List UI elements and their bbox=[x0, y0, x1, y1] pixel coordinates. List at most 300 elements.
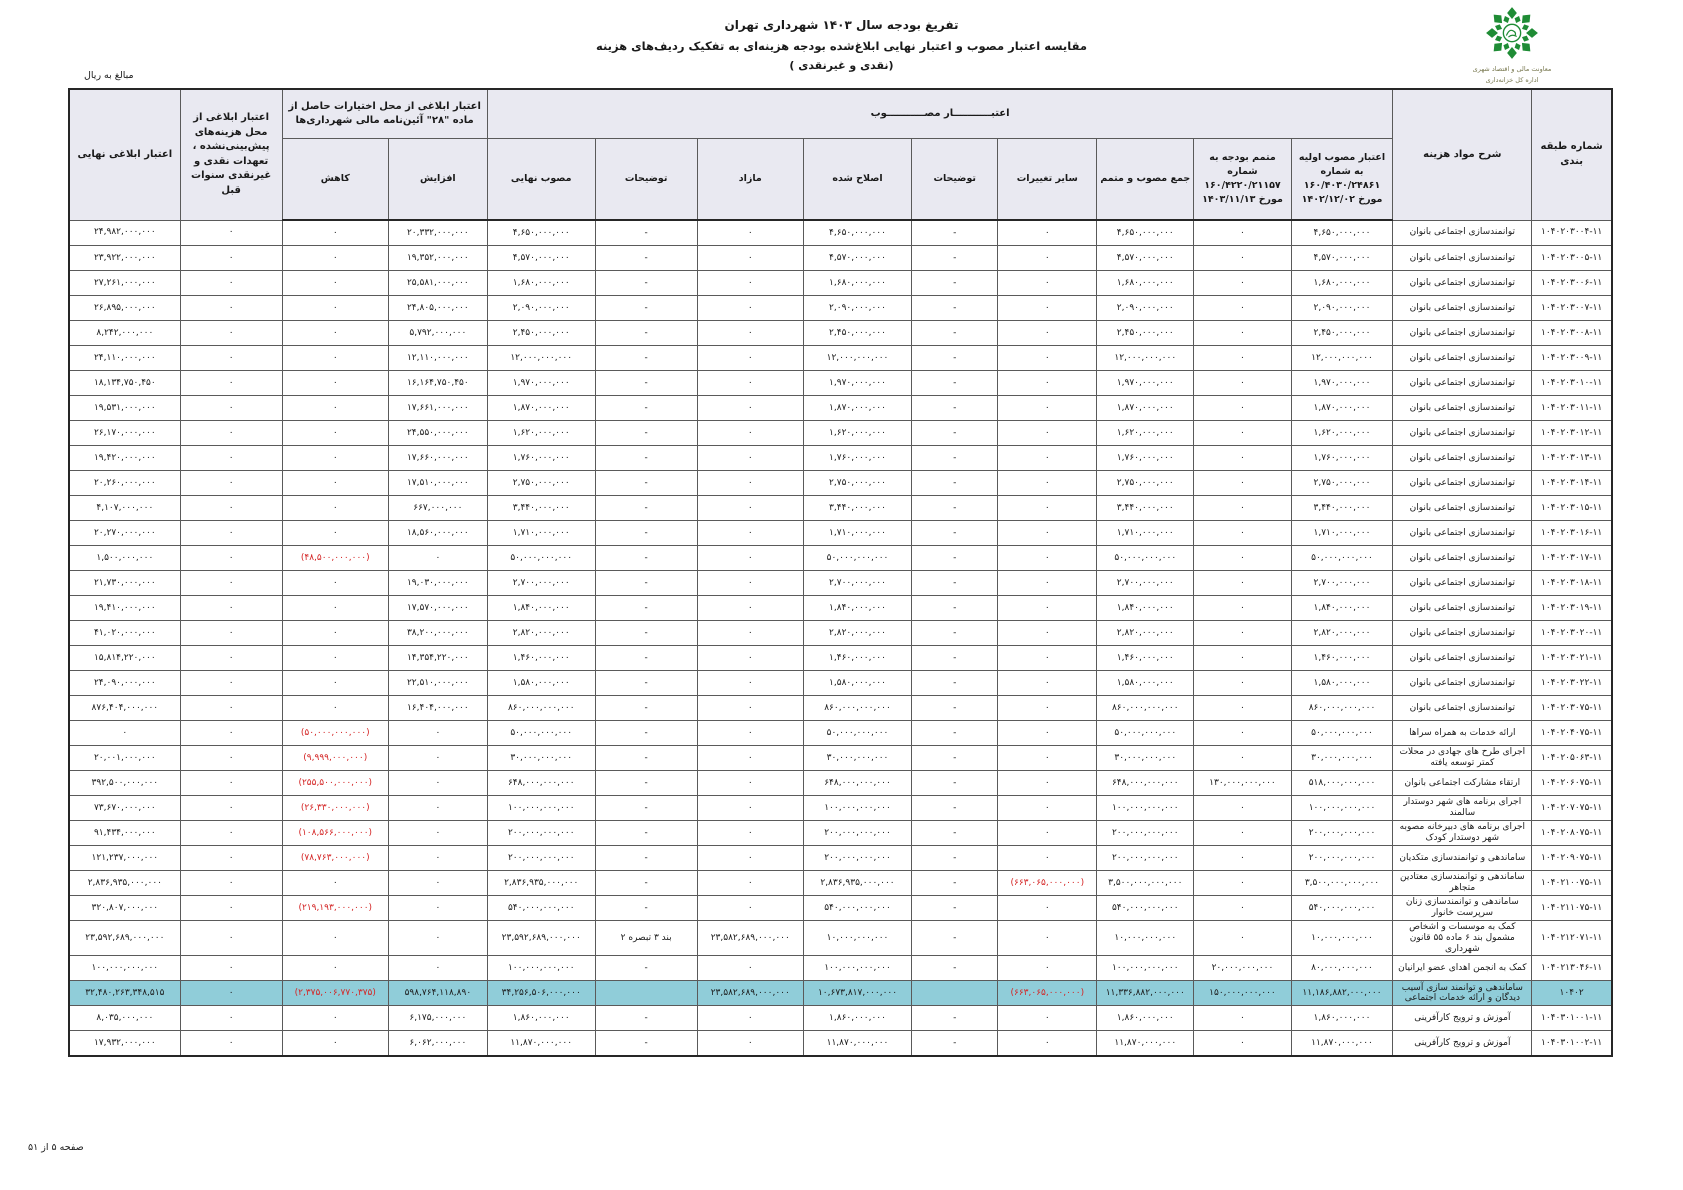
cell-other_changes: ۰ bbox=[998, 696, 1097, 721]
cell-final_approved: ۲۰۰,۰۰۰,۰۰۰,۰۰۰ bbox=[487, 846, 595, 871]
cell-final_approved: ۱,۵۸۰,۰۰۰,۰۰۰ bbox=[487, 671, 595, 696]
cell-increase: ۰ bbox=[388, 896, 487, 921]
cell-increase: ۶,۱۷۵,۰۰۰,۰۰۰ bbox=[388, 1006, 487, 1031]
cell-notes_a bbox=[912, 981, 998, 1006]
cell-amended: ۱,۴۶۰,۰۰۰,۰۰۰ bbox=[804, 646, 912, 671]
cell-surplus: ۰ bbox=[697, 896, 803, 921]
cell-unforeseen: ۰ bbox=[180, 621, 282, 646]
cell-other_changes: ۰ bbox=[998, 546, 1097, 571]
cell-decrease: ۰ bbox=[282, 696, 388, 721]
cell-unforeseen: ۰ bbox=[180, 646, 282, 671]
cell-unforeseen: ۰ bbox=[180, 246, 282, 271]
cell-other_changes: ۰ bbox=[998, 621, 1097, 646]
cell-notes_a: - bbox=[912, 696, 998, 721]
cell-other_changes: ۰ bbox=[998, 296, 1097, 321]
cell-other_changes: ۰ bbox=[998, 521, 1097, 546]
cell-other_changes: ۰ bbox=[998, 1031, 1097, 1057]
cell-notes_b: - bbox=[595, 1031, 697, 1057]
cell-final_allocated: ۰ bbox=[69, 721, 180, 746]
cell-desc: اجرای طرح های جهادی در محلات کمتر توسعه یافته bbox=[1393, 746, 1532, 771]
cell-initial: ۱۲,۰۰۰,۰۰۰,۰۰۰ bbox=[1291, 346, 1393, 371]
cell-final_approved: ۲,۷۵۰,۰۰۰,۰۰۰ bbox=[487, 471, 595, 496]
cell-final_allocated: ۱۵,۸۱۴,۲۲۰,۰۰۰ bbox=[69, 646, 180, 671]
cell-initial: ۸۰,۰۰۰,۰۰۰,۰۰۰ bbox=[1291, 956, 1393, 981]
cell-notes_a: - bbox=[912, 496, 998, 521]
cell-final_approved: ۲۳,۵۹۲,۶۸۹,۰۰۰,۰۰۰ bbox=[487, 921, 595, 956]
cell-code: ۱۰۴۰۲۰۳۰۱۳-۱۱ bbox=[1532, 446, 1612, 471]
cell-surplus: ۰ bbox=[697, 621, 803, 646]
cell-unforeseen: ۰ bbox=[180, 871, 282, 896]
cell-total: ۱,۸۴۰,۰۰۰,۰۰۰ bbox=[1097, 596, 1194, 621]
cell-amended: ۱۰۰,۰۰۰,۰۰۰,۰۰۰ bbox=[804, 796, 912, 821]
cell-amended: ۲,۷۰۰,۰۰۰,۰۰۰ bbox=[804, 571, 912, 596]
cell-notes_a: - bbox=[912, 921, 998, 956]
cell-code: ۱۰۴۰۲۰۳۰۲۰-۱۱ bbox=[1532, 621, 1612, 646]
col-header-notes-b: توضیحات bbox=[595, 139, 697, 221]
cell-code: ۱۰۴۰۲۰۴۰۷۵-۱۱ bbox=[1532, 721, 1612, 746]
cell-unforeseen: ۰ bbox=[180, 546, 282, 571]
cell-supplement: ۰ bbox=[1194, 346, 1291, 371]
cell-final_approved: ۳,۴۴۰,۰۰۰,۰۰۰ bbox=[487, 496, 595, 521]
cell-notes_a: - bbox=[912, 1006, 998, 1031]
cell-surplus: ۰ bbox=[697, 646, 803, 671]
cell-decrease: ۰ bbox=[282, 646, 388, 671]
cell-desc: توانمندسازی اجتماعی بانوان bbox=[1393, 396, 1532, 421]
cell-final_allocated: ۱۸,۱۳۴,۷۵۰,۴۵۰ bbox=[69, 371, 180, 396]
cell-desc: ساماندهی و توانمندسازی متکدیان bbox=[1393, 846, 1532, 871]
cell-desc: ارتقاء مشارکت اجتماعی بانوان bbox=[1393, 771, 1532, 796]
budget-table-wrap bbox=[68, 88, 1613, 1057]
cell-increase: ۱۹,۳۵۲,۰۰۰,۰۰۰ bbox=[388, 246, 487, 271]
table-row bbox=[69, 321, 1612, 346]
table-row bbox=[69, 371, 1612, 396]
cell-notes_a: - bbox=[912, 271, 998, 296]
cell-decrease: (۵۰,۰۰۰,۰۰۰,۰۰۰) bbox=[282, 721, 388, 746]
col-header-decrease: کاهش bbox=[282, 139, 388, 221]
cell-notes_a: - bbox=[912, 421, 998, 446]
cell-final_allocated: ۸,۰۳۵,۰۰۰,۰۰۰ bbox=[69, 1006, 180, 1031]
cell-surplus: ۰ bbox=[697, 296, 803, 321]
cell-notes_a: - bbox=[912, 721, 998, 746]
cell-code: ۱۰۴۰۲ bbox=[1532, 981, 1612, 1006]
cell-initial: ۴,۵۷۰,۰۰۰,۰۰۰ bbox=[1291, 246, 1393, 271]
cell-notes_a: - bbox=[912, 371, 998, 396]
cell-surplus: ۰ bbox=[697, 246, 803, 271]
cell-final_approved: ۵۴۰,۰۰۰,۰۰۰,۰۰۰ bbox=[487, 896, 595, 921]
cell-surplus: ۰ bbox=[697, 546, 803, 571]
cell-increase: ۰ bbox=[388, 546, 487, 571]
cell-total: ۱۱,۸۷۰,۰۰۰,۰۰۰ bbox=[1097, 1031, 1194, 1057]
cell-other_changes: (۶۶۳,۰۶۵,۰۰۰,۰۰۰) bbox=[998, 981, 1097, 1006]
cell-surplus: ۰ bbox=[697, 321, 803, 346]
cell-initial: ۲,۴۵۰,۰۰۰,۰۰۰ bbox=[1291, 321, 1393, 346]
cell-increase: ۵,۷۹۲,۰۰۰,۰۰۰ bbox=[388, 321, 487, 346]
cell-surplus: ۰ bbox=[697, 696, 803, 721]
cell-amended: ۱,۸۴۰,۰۰۰,۰۰۰ bbox=[804, 596, 912, 621]
cell-surplus: ۰ bbox=[697, 1006, 803, 1031]
cell-desc: توانمندسازی اجتماعی بانوان bbox=[1393, 271, 1532, 296]
cell-decrease: (۹,۹۹۹,۰۰۰,۰۰۰) bbox=[282, 746, 388, 771]
cell-supplement: ۰ bbox=[1194, 546, 1291, 571]
cell-notes_a: - bbox=[912, 771, 998, 796]
cell-other_changes: ۰ bbox=[998, 471, 1097, 496]
cell-surplus: ۰ bbox=[697, 821, 803, 846]
cell-decrease: ۰ bbox=[282, 220, 388, 246]
cell-code: ۱۰۴۰۲۱۲۰۷۱-۱۱ bbox=[1532, 921, 1612, 956]
cell-notes_b: - bbox=[595, 871, 697, 896]
logo-caption-2: اداره کل خزانه‌داری bbox=[1485, 75, 1539, 84]
cell-notes_a: - bbox=[912, 671, 998, 696]
cell-notes_a: - bbox=[912, 796, 998, 821]
cell-initial: ۱,۷۱۰,۰۰۰,۰۰۰ bbox=[1291, 521, 1393, 546]
cell-final_allocated: ۱۹,۴۱۰,۰۰۰,۰۰۰ bbox=[69, 596, 180, 621]
cell-initial: ۲۰۰,۰۰۰,۰۰۰,۰۰۰ bbox=[1291, 821, 1393, 846]
table-row bbox=[69, 521, 1612, 546]
cell-final_approved: ۱,۴۶۰,۰۰۰,۰۰۰ bbox=[487, 646, 595, 671]
cell-decrease: (۲۶,۳۳۰,۰۰۰,۰۰۰) bbox=[282, 796, 388, 821]
table-row bbox=[69, 696, 1612, 721]
cell-final_approved: ۱,۶۸۰,۰۰۰,۰۰۰ bbox=[487, 271, 595, 296]
cell-surplus: ۰ bbox=[697, 746, 803, 771]
cell-desc: ارائه خدمات به همراه سراها bbox=[1393, 721, 1532, 746]
cell-unforeseen: ۰ bbox=[180, 921, 282, 956]
col-header-increase: افزایش bbox=[388, 139, 487, 221]
cell-increase: ۱۶,۴۰۴,۰۰۰,۰۰۰ bbox=[388, 696, 487, 721]
cell-increase: ۱۷,۵۷۰,۰۰۰,۰۰۰ bbox=[388, 596, 487, 621]
cell-decrease: ۰ bbox=[282, 921, 388, 956]
cell-notes_a: - bbox=[912, 220, 998, 246]
cell-unforeseen: ۰ bbox=[180, 796, 282, 821]
cell-supplement: ۰ bbox=[1194, 696, 1291, 721]
cell-initial: ۱,۷۶۰,۰۰۰,۰۰۰ bbox=[1291, 446, 1393, 471]
cell-unforeseen: ۰ bbox=[180, 296, 282, 321]
cell-other_changes: ۰ bbox=[998, 321, 1097, 346]
cell-amended: ۱۱,۸۷۰,۰۰۰,۰۰۰ bbox=[804, 1031, 912, 1057]
cell-unforeseen: ۰ bbox=[180, 956, 282, 981]
cell-notes_a: - bbox=[912, 446, 998, 471]
cell-notes_b: - bbox=[595, 771, 697, 796]
cell-desc: توانمندسازی اجتماعی بانوان bbox=[1393, 421, 1532, 446]
cell-notes_b: - bbox=[595, 596, 697, 621]
cell-code: ۱۰۴۰۲۰۳۰۷۵-۱۱ bbox=[1532, 696, 1612, 721]
cell-unforeseen: ۰ bbox=[180, 1031, 282, 1057]
cell-other_changes: ۰ bbox=[998, 271, 1097, 296]
cell-notes_b: - bbox=[595, 421, 697, 446]
cell-final_allocated: ۱,۵۰۰,۰۰۰,۰۰۰ bbox=[69, 546, 180, 571]
cell-other_changes: ۰ bbox=[998, 771, 1097, 796]
cell-decrease: (۱۰۸,۵۶۶,۰۰۰,۰۰۰) bbox=[282, 821, 388, 846]
cell-decrease: ۰ bbox=[282, 471, 388, 496]
table-row bbox=[69, 396, 1612, 421]
cell-total: ۲,۷۰۰,۰۰۰,۰۰۰ bbox=[1097, 571, 1194, 596]
cell-supplement: ۰ bbox=[1194, 621, 1291, 646]
cell-code: ۱۰۴۰۳۰۱۰۰۲-۱۱ bbox=[1532, 1031, 1612, 1057]
cell-other_changes: ۰ bbox=[998, 396, 1097, 421]
cell-notes_a: - bbox=[912, 296, 998, 321]
table-row bbox=[69, 496, 1612, 521]
cell-unforeseen: ۰ bbox=[180, 471, 282, 496]
cell-decrease: ۰ bbox=[282, 1006, 388, 1031]
cell-amended: ۱,۸۷۰,۰۰۰,۰۰۰ bbox=[804, 396, 912, 421]
cell-increase: ۰ bbox=[388, 821, 487, 846]
cell-increase: ۰ bbox=[388, 871, 487, 896]
cell-final_approved: ۲,۷۰۰,۰۰۰,۰۰۰ bbox=[487, 571, 595, 596]
cell-other_changes: ۰ bbox=[998, 421, 1097, 446]
cell-amended: ۱,۷۱۰,۰۰۰,۰۰۰ bbox=[804, 521, 912, 546]
cell-final_allocated: ۲۶,۸۹۵,۰۰۰,۰۰۰ bbox=[69, 296, 180, 321]
cell-increase: ۲۲,۵۱۰,۰۰۰,۰۰۰ bbox=[388, 671, 487, 696]
cell-final_allocated: ۱۷,۹۳۲,۰۰۰,۰۰۰ bbox=[69, 1031, 180, 1057]
budget-comparison-table bbox=[68, 88, 1613, 1057]
cell-amended: ۱,۶۲۰,۰۰۰,۰۰۰ bbox=[804, 421, 912, 446]
cell-desc: توانمندسازی اجتماعی بانوان bbox=[1393, 496, 1532, 521]
cell-surplus: ۲۳,۵۸۲,۶۸۹,۰۰۰,۰۰۰ bbox=[697, 921, 803, 956]
cell-amended: ۳,۴۴۰,۰۰۰,۰۰۰ bbox=[804, 496, 912, 521]
cell-initial: ۳,۴۴۰,۰۰۰,۰۰۰ bbox=[1291, 496, 1393, 521]
cell-code: ۱۰۴۰۲۰۳۰۱۱-۱۱ bbox=[1532, 396, 1612, 421]
table-row bbox=[69, 921, 1612, 956]
cell-amended: ۴,۶۵۰,۰۰۰,۰۰۰ bbox=[804, 220, 912, 246]
cell-notes_b: - bbox=[595, 446, 697, 471]
cell-supplement: ۰ bbox=[1194, 571, 1291, 596]
table-row bbox=[69, 671, 1612, 696]
col-header-expense-description: شرح مواد هزینه bbox=[1393, 89, 1532, 220]
cell-other_changes: ۰ bbox=[998, 746, 1097, 771]
cell-supplement: ۰ bbox=[1194, 220, 1291, 246]
cell-initial: ۵۰,۰۰۰,۰۰۰,۰۰۰ bbox=[1291, 546, 1393, 571]
table-row bbox=[69, 220, 1612, 246]
cell-notes_a: - bbox=[912, 246, 998, 271]
cell-total: ۲,۸۲۰,۰۰۰,۰۰۰ bbox=[1097, 621, 1194, 646]
cell-notes_a: - bbox=[912, 521, 998, 546]
cell-supplement: ۰ bbox=[1194, 896, 1291, 921]
cell-initial: ۵۰,۰۰۰,۰۰۰,۰۰۰ bbox=[1291, 721, 1393, 746]
cell-initial: ۱۱,۱۸۶,۸۸۲,۰۰۰,۰۰۰ bbox=[1291, 981, 1393, 1006]
cell-total: ۱۰۰,۰۰۰,۰۰۰,۰۰۰ bbox=[1097, 796, 1194, 821]
col-header-final-allocated-credit: اعتبار ابلاغی نهایی bbox=[69, 89, 180, 220]
cell-increase: ۰ bbox=[388, 796, 487, 821]
page-number-indicator: صفحه ۵ از ۵۱ bbox=[28, 1142, 84, 1153]
cell-final_approved: ۲,۴۵۰,۰۰۰,۰۰۰ bbox=[487, 321, 595, 346]
cell-final_approved: ۱۲,۰۰۰,۰۰۰,۰۰۰ bbox=[487, 346, 595, 371]
cell-amended: ۵۴۰,۰۰۰,۰۰۰,۰۰۰ bbox=[804, 896, 912, 921]
cell-total: ۵۰,۰۰۰,۰۰۰,۰۰۰ bbox=[1097, 546, 1194, 571]
cell-desc: ساماندهی و توانمندسازی زنان سرپرست خانوار bbox=[1393, 896, 1532, 921]
cell-unforeseen: ۰ bbox=[180, 771, 282, 796]
cell-increase: ۱۷,۵۱۰,۰۰۰,۰۰۰ bbox=[388, 471, 487, 496]
cell-surplus: ۰ bbox=[697, 521, 803, 546]
group-header-approved-credit: اعتبـــــــــــار مصـــــــــــوب bbox=[487, 89, 1393, 139]
cell-amended: ۳۰,۰۰۰,۰۰۰,۰۰۰ bbox=[804, 746, 912, 771]
table-row bbox=[69, 246, 1612, 271]
cell-decrease: ۰ bbox=[282, 956, 388, 981]
cell-code: ۱۰۴۰۲۰۳۰۱۲-۱۱ bbox=[1532, 421, 1612, 446]
table-row bbox=[69, 796, 1612, 821]
cell-supplement: ۰ bbox=[1194, 1031, 1291, 1057]
cell-increase: ۶۶۷,۰۰۰,۰۰۰ bbox=[388, 496, 487, 521]
cell-increase: ۰ bbox=[388, 746, 487, 771]
cell-decrease: (۲۵۵,۵۰۰,۰۰۰,۰۰۰) bbox=[282, 771, 388, 796]
cell-desc: توانمندسازی اجتماعی بانوان bbox=[1393, 321, 1532, 346]
cell-supplement: ۱۳۰,۰۰۰,۰۰۰,۰۰۰ bbox=[1194, 771, 1291, 796]
cell-final_allocated: ۳۹۲,۵۰۰,۰۰۰,۰۰۰ bbox=[69, 771, 180, 796]
cell-initial: ۱,۶۸۰,۰۰۰,۰۰۰ bbox=[1291, 271, 1393, 296]
document-title: تفریغ بودجه سال ۱۴۰۳ شهرداری تهران bbox=[724, 18, 959, 32]
cell-initial: ۱۰,۰۰۰,۰۰۰,۰۰۰ bbox=[1291, 921, 1393, 956]
cell-initial: ۲,۰۹۰,۰۰۰,۰۰۰ bbox=[1291, 296, 1393, 321]
cell-supplement: ۰ bbox=[1194, 721, 1291, 746]
cell-amended: ۱,۸۶۰,۰۰۰,۰۰۰ bbox=[804, 1006, 912, 1031]
cell-other_changes: ۰ bbox=[998, 371, 1097, 396]
cell-total: ۱۰,۰۰۰,۰۰۰,۰۰۰ bbox=[1097, 921, 1194, 956]
cell-amended: ۱۰,۰۰۰,۰۰۰,۰۰۰ bbox=[804, 921, 912, 956]
cell-total: ۵۰,۰۰۰,۰۰۰,۰۰۰ bbox=[1097, 721, 1194, 746]
cell-notes_b: - bbox=[595, 846, 697, 871]
cell-other_changes: ۰ bbox=[998, 796, 1097, 821]
table-body bbox=[69, 220, 1612, 1056]
cell-final_allocated: ۲۴,۹۸۲,۰۰۰,۰۰۰ bbox=[69, 220, 180, 246]
table-row bbox=[69, 771, 1612, 796]
cell-other_changes: ۰ bbox=[998, 571, 1097, 596]
cell-desc: کمک به انجمن اهدای عضو ایرانیان bbox=[1393, 956, 1532, 981]
cell-supplement: ۰ bbox=[1194, 671, 1291, 696]
cell-total: ۱,۸۶۰,۰۰۰,۰۰۰ bbox=[1097, 1006, 1194, 1031]
cell-increase: ۱۷,۶۶۰,۰۰۰,۰۰۰ bbox=[388, 446, 487, 471]
cell-notes_a: - bbox=[912, 956, 998, 981]
cell-notes_b: - bbox=[595, 821, 697, 846]
table-row bbox=[69, 746, 1612, 771]
cell-decrease: ۰ bbox=[282, 296, 388, 321]
cell-final_allocated: ۲۳,۵۹۲,۶۸۹,۰۰۰,۰۰۰ bbox=[69, 921, 180, 956]
cell-final_approved: ۳۰,۰۰۰,۰۰۰,۰۰۰ bbox=[487, 746, 595, 771]
table-row bbox=[69, 546, 1612, 571]
cell-decrease: ۰ bbox=[282, 346, 388, 371]
cell-notes_b: - bbox=[595, 796, 697, 821]
cell-increase: ۰ bbox=[388, 771, 487, 796]
cell-amended: ۱۰۰,۰۰۰,۰۰۰,۰۰۰ bbox=[804, 956, 912, 981]
cell-decrease: ۰ bbox=[282, 621, 388, 646]
cell-supplement: ۲۰,۰۰۰,۰۰۰,۰۰۰ bbox=[1194, 956, 1291, 981]
cell-total: ۱,۸۷۰,۰۰۰,۰۰۰ bbox=[1097, 396, 1194, 421]
cell-total: ۱,۹۷۰,۰۰۰,۰۰۰ bbox=[1097, 371, 1194, 396]
cell-supplement: ۰ bbox=[1194, 396, 1291, 421]
cell-desc: توانمندسازی اجتماعی بانوان bbox=[1393, 296, 1532, 321]
table-row bbox=[69, 871, 1612, 896]
cell-desc: آموزش و ترویج کارآفرینی bbox=[1393, 1031, 1532, 1057]
cell-supplement: ۰ bbox=[1194, 371, 1291, 396]
cell-notes_b: - bbox=[595, 396, 697, 421]
cell-decrease: ۰ bbox=[282, 271, 388, 296]
cell-code: ۱۰۴۰۲۱۰۰۷۵-۱۱ bbox=[1532, 871, 1612, 896]
cell-desc: توانمندسازی اجتماعی بانوان bbox=[1393, 246, 1532, 271]
cell-increase: ۶,۰۶۲,۰۰۰,۰۰۰ bbox=[388, 1031, 487, 1057]
cell-unforeseen: ۰ bbox=[180, 1006, 282, 1031]
cell-initial: ۱۱,۸۷۰,۰۰۰,۰۰۰ bbox=[1291, 1031, 1393, 1057]
cell-code: ۱۰۴۰۲۰۳۰۰۵-۱۱ bbox=[1532, 246, 1612, 271]
document-subtitle: مقایسه اعتبار مصوب و اعتبار نهایی ابلاغ‌شده بودجه هزینه‌ای به تفکیک ردیف‌های هزینه bbox=[596, 39, 1087, 53]
cell-final_allocated: ۲۶,۱۷۰,۰۰۰,۰۰۰ bbox=[69, 421, 180, 446]
cell-initial: ۲۰۰,۰۰۰,۰۰۰,۰۰۰ bbox=[1291, 846, 1393, 871]
cell-initial: ۱,۹۷۰,۰۰۰,۰۰۰ bbox=[1291, 371, 1393, 396]
cell-final_approved: ۳۴,۲۵۶,۵۰۶,۰۰۰,۰۰۰ bbox=[487, 981, 595, 1006]
cell-desc: توانمندسازی اجتماعی بانوان bbox=[1393, 446, 1532, 471]
cell-amended: ۴,۵۷۰,۰۰۰,۰۰۰ bbox=[804, 246, 912, 271]
cell-final_allocated: ۱۹,۴۲۰,۰۰۰,۰۰۰ bbox=[69, 446, 180, 471]
cell-total: ۱,۷۶۰,۰۰۰,۰۰۰ bbox=[1097, 446, 1194, 471]
cell-code: ۱۰۴۰۲۰۶۰۷۵-۱۱ bbox=[1532, 771, 1612, 796]
cell-surplus: ۰ bbox=[697, 671, 803, 696]
cell-desc: توانمندسازی اجتماعی بانوان bbox=[1393, 646, 1532, 671]
cell-supplement: ۰ bbox=[1194, 846, 1291, 871]
cell-unforeseen: ۰ bbox=[180, 421, 282, 446]
cell-surplus: ۰ bbox=[697, 446, 803, 471]
col-header-initial-approved: اعتبار مصوب اولیه به شماره ۱۶۰/۴۰۳۰/۲۴۸۶۱ مورخ ۱۴۰۲/۱۲/۰۲ bbox=[1291, 139, 1393, 221]
cell-total: ۴,۵۷۰,۰۰۰,۰۰۰ bbox=[1097, 246, 1194, 271]
cell-initial: ۱,۸۶۰,۰۰۰,۰۰۰ bbox=[1291, 1006, 1393, 1031]
cell-code: ۱۰۴۰۲۰۷۰۷۵-۱۱ bbox=[1532, 796, 1612, 821]
cell-other_changes: (۶۶۳,۰۶۵,۰۰۰,۰۰۰) bbox=[998, 871, 1097, 896]
col-header-classification-code: شماره طبقه بندی bbox=[1532, 89, 1612, 220]
cell-notes_b: - bbox=[595, 521, 697, 546]
cell-notes_b: - bbox=[595, 1006, 697, 1031]
cell-supplement: ۰ bbox=[1194, 796, 1291, 821]
cell-surplus: ۰ bbox=[697, 346, 803, 371]
cell-unforeseen: ۰ bbox=[180, 671, 282, 696]
cell-desc: توانمندسازی اجتماعی بانوان bbox=[1393, 371, 1532, 396]
cell-code: ۱۰۴۰۲۰۳۰۱۸-۱۱ bbox=[1532, 571, 1612, 596]
cell-total: ۱,۷۱۰,۰۰۰,۰۰۰ bbox=[1097, 521, 1194, 546]
cell-final_allocated: ۹۱,۴۳۴,۰۰۰,۰۰۰ bbox=[69, 821, 180, 846]
cell-initial: ۱,۴۶۰,۰۰۰,۰۰۰ bbox=[1291, 646, 1393, 671]
cell-final_approved: ۴,۶۵۰,۰۰۰,۰۰۰ bbox=[487, 220, 595, 246]
cell-final_approved: ۱,۶۲۰,۰۰۰,۰۰۰ bbox=[487, 421, 595, 446]
cell-surplus: ۰ bbox=[697, 956, 803, 981]
cell-initial: ۵۱۸,۰۰۰,۰۰۰,۰۰۰ bbox=[1291, 771, 1393, 796]
cell-increase: ۱۴,۳۵۴,۲۲۰,۰۰۰ bbox=[388, 646, 487, 671]
cell-desc: توانمندسازی اجتماعی بانوان bbox=[1393, 471, 1532, 496]
cell-total: ۲۰۰,۰۰۰,۰۰۰,۰۰۰ bbox=[1097, 846, 1194, 871]
cell-code: ۱۰۴۰۲۰۳۰۰۹-۱۱ bbox=[1532, 346, 1612, 371]
cell-desc: اجرای برنامه های شهر دوستدار سالمند bbox=[1393, 796, 1532, 821]
cell-total: ۱,۴۶۰,۰۰۰,۰۰۰ bbox=[1097, 646, 1194, 671]
cell-unforeseen: ۰ bbox=[180, 746, 282, 771]
cell-initial: ۱,۵۸۰,۰۰۰,۰۰۰ bbox=[1291, 671, 1393, 696]
cell-notes_b: - bbox=[595, 746, 697, 771]
cell-other_changes: ۰ bbox=[998, 346, 1097, 371]
cell-initial: ۲,۸۲۰,۰۰۰,۰۰۰ bbox=[1291, 621, 1393, 646]
table-row bbox=[69, 296, 1612, 321]
cell-total: ۱,۵۸۰,۰۰۰,۰۰۰ bbox=[1097, 671, 1194, 696]
cell-final_allocated: ۸,۲۴۲,۰۰۰,۰۰۰ bbox=[69, 321, 180, 346]
cell-amended: ۱,۹۷۰,۰۰۰,۰۰۰ bbox=[804, 371, 912, 396]
cell-final_approved: ۱,۸۷۰,۰۰۰,۰۰۰ bbox=[487, 396, 595, 421]
cell-amended: ۱۰,۶۷۳,۸۱۷,۰۰۰,۰۰۰ bbox=[804, 981, 912, 1006]
cell-supplement: ۰ bbox=[1194, 1006, 1291, 1031]
cell-code: ۱۰۴۰۲۰۳۰۲۲-۱۱ bbox=[1532, 671, 1612, 696]
cell-total: ۶۴۸,۰۰۰,۰۰۰,۰۰۰ bbox=[1097, 771, 1194, 796]
cell-notes_b: - bbox=[595, 471, 697, 496]
cell-final_allocated: ۲۴,۱۱۰,۰۰۰,۰۰۰ bbox=[69, 346, 180, 371]
cell-increase: ۰ bbox=[388, 846, 487, 871]
cell-increase: ۱۶,۱۶۴,۷۵۰,۴۵۰ bbox=[388, 371, 487, 396]
cell-desc: توانمندسازی اجتماعی بانوان bbox=[1393, 696, 1532, 721]
cell-supplement: ۰ bbox=[1194, 821, 1291, 846]
cell-initial: ۵۴۰,۰۰۰,۰۰۰,۰۰۰ bbox=[1291, 896, 1393, 921]
cell-increase: ۰ bbox=[388, 721, 487, 746]
cell-other_changes: ۰ bbox=[998, 220, 1097, 246]
cell-total: ۸۶۰,۰۰۰,۰۰۰,۰۰۰ bbox=[1097, 696, 1194, 721]
cell-amended: ۱۲,۰۰۰,۰۰۰,۰۰۰ bbox=[804, 346, 912, 371]
